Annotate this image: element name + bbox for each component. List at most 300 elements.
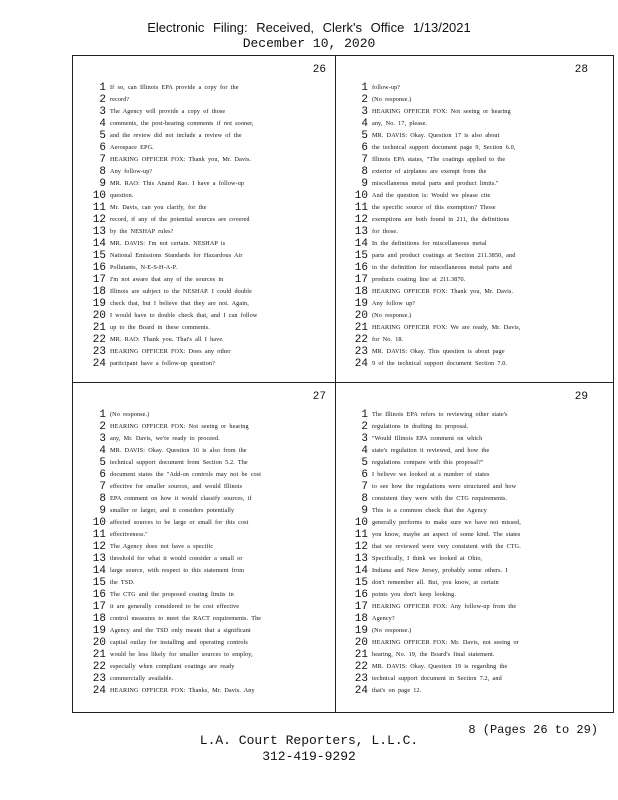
- line-number: 1: [361, 409, 368, 421]
- transcript-line: [82, 649, 330, 661]
- line-text: HEARING OFFICER FOX: Does any other: [110, 348, 231, 355]
- transcript-line: [344, 166, 592, 178]
- transcript-line: [344, 601, 592, 613]
- transcript-line: [344, 661, 592, 673]
- transcript-page: [78, 387, 330, 705]
- line-number: 16: [92, 262, 106, 274]
- line-text: HEARING OFFICER FOX: Not seeing or hearing: [372, 108, 511, 115]
- line-text: don't remember all. But, you know, at certain: [372, 579, 499, 586]
- line-number: 23: [354, 673, 368, 685]
- line-number: 23: [354, 346, 368, 358]
- reporter-name: L.A. Court Reporters, L.L.C.: [199, 733, 419, 748]
- line-text: for those.: [372, 228, 398, 235]
- line-number: 8: [361, 493, 368, 505]
- transcript-line: [344, 130, 592, 142]
- transcript-line: [344, 142, 592, 154]
- line-text: I would have to double check that, and I can follow: [110, 312, 258, 319]
- transcript-line: [82, 493, 330, 505]
- transcript-line: [82, 298, 330, 310]
- line-text: MR. DAVIS: Okay. Question 19 is regarding the: [372, 663, 508, 670]
- line-number: 20: [92, 310, 106, 322]
- transcript-line: [82, 310, 330, 322]
- line-text: The Agency does not have a specific: [110, 543, 214, 550]
- line-text: Agency and the TSD only meant that a significant: [110, 627, 251, 634]
- line-text: HEARING OFFICER FOX: Thanks, Mr. Davis. Any: [110, 687, 255, 694]
- line-number: 15: [92, 250, 106, 262]
- horizontal-divider: [73, 382, 613, 383]
- transcript-line: [82, 286, 330, 298]
- transcript-line: [82, 178, 330, 190]
- line-number: 21: [354, 649, 368, 661]
- line-text: consistent they were with the CTG requirements.: [372, 495, 508, 502]
- line-text: that's on page 12.: [372, 687, 422, 694]
- line-text: check that, but I believe that they are not. Again,: [110, 300, 249, 307]
- line-text: National Emissions Standards for Hazardous Air: [110, 252, 243, 259]
- line-text: And the question is: Would we please cite: [372, 192, 491, 199]
- transcript-line: [344, 613, 592, 625]
- transcript-line: [344, 541, 592, 553]
- line-number: 5: [361, 457, 368, 469]
- page-number: 29: [574, 391, 588, 403]
- line-text: MR. RAO: Thank you. That's all I have.: [110, 336, 224, 343]
- transcript-line: [344, 529, 592, 541]
- line-text: the specific source of this exemption? Those: [372, 204, 496, 211]
- line-text: would be less likely for smaller sources to employ,: [110, 651, 253, 658]
- transcript-line: [82, 190, 330, 202]
- transcript-line: [344, 214, 592, 226]
- transcript-line: [344, 238, 592, 250]
- line-text: MR. DAVIS: Okay. Question 16 is also from the: [110, 447, 247, 454]
- line-text: Any follow-up?: [110, 168, 153, 175]
- transcript-line: [82, 445, 330, 457]
- transcript-page: [340, 60, 592, 378]
- line-text: (No response.): [372, 96, 412, 103]
- transcript-line: [344, 673, 592, 685]
- line-number: 12: [354, 541, 368, 553]
- line-text: it are generally considered to be cost effective: [110, 603, 240, 610]
- line-number: 15: [354, 250, 368, 262]
- line-text: "Would Illinois EPA comment on which: [372, 435, 483, 442]
- line-text: 9 of the technical support document Section 7.0.: [372, 360, 508, 367]
- line-text: any, Mr. Davis, we're ready to proceed.: [110, 435, 220, 442]
- line-number: 16: [92, 589, 106, 601]
- line-number: 22: [354, 661, 368, 673]
- line-number: 23: [92, 346, 106, 358]
- transcript-line: [82, 142, 330, 154]
- transcript-line: [344, 82, 592, 94]
- line-number: 1: [99, 409, 106, 421]
- transcript-line: [82, 577, 330, 589]
- line-number: 22: [92, 661, 106, 673]
- line-number: 17: [354, 601, 368, 613]
- transcript-lines: [344, 82, 592, 370]
- line-number: 12: [92, 214, 106, 226]
- transcript-line: [82, 214, 330, 226]
- transcript-line: [82, 262, 330, 274]
- transcript-line: [344, 409, 592, 421]
- transcript-line: [82, 82, 330, 94]
- transcript-line: [82, 589, 330, 601]
- line-text: commercially available.: [110, 675, 174, 682]
- transcript-line: [344, 505, 592, 517]
- transcript-line: [82, 421, 330, 433]
- line-text: document states the "Add-on controls may not be cost: [110, 471, 262, 478]
- transcript-line: [344, 250, 592, 262]
- line-number: 17: [92, 274, 106, 286]
- line-text: technical support document from Section 5.2. The: [110, 459, 248, 466]
- line-number: 2: [99, 421, 106, 433]
- line-text: regulations in drafting its proposal.: [372, 423, 469, 430]
- filing-stamp: Electronic Filing: Received, Clerk's Office 1/13/2021: [147, 20, 471, 35]
- line-text: state's regulation it reviewed, and how the: [372, 447, 490, 454]
- line-text: exemptions are both found in 211, the definitions: [372, 216, 510, 223]
- transcript-line: [344, 589, 592, 601]
- transcript-line: [82, 274, 330, 286]
- line-text: the technical support document page 9, Section 6.0,: [372, 144, 516, 151]
- line-number: 16: [354, 589, 368, 601]
- line-text: (No response.): [372, 312, 412, 319]
- transcript-line: [344, 190, 592, 202]
- line-text: Indiana and New Jersey, probably some others. I: [372, 567, 508, 574]
- line-text: and the review did not include a review of the: [110, 132, 242, 139]
- line-text: especially when compliant coatings are ready: [110, 663, 235, 670]
- line-number: 7: [99, 154, 106, 166]
- line-text: by the NESHAP rules?: [110, 228, 174, 235]
- line-number: 11: [92, 529, 106, 541]
- line-text: to see how the regulations were structured and how: [372, 483, 517, 490]
- transcript-line: [82, 238, 330, 250]
- line-text: I'm not aware that any of the sources in: [110, 276, 224, 283]
- line-text: effective for smaller sources, and would Illinois: [110, 483, 243, 490]
- line-number: 7: [361, 481, 368, 493]
- line-text: MR. RAO: This Anand Rao. I have a follow-up: [110, 180, 245, 187]
- transcript-line: [344, 310, 592, 322]
- line-number: 22: [354, 334, 368, 346]
- line-number: 11: [354, 529, 368, 541]
- transcript-line: [82, 409, 330, 421]
- line-number: 3: [99, 433, 106, 445]
- transcript-page: [78, 60, 330, 378]
- line-text: record?: [110, 96, 130, 103]
- line-number: 9: [361, 505, 368, 517]
- line-number: 6: [361, 469, 368, 481]
- line-number: 15: [92, 577, 106, 589]
- line-text: MR. DAVIS: Okay. Question 17 is also about: [372, 132, 500, 139]
- transcript-line: [344, 625, 592, 637]
- transcript-grid: [72, 55, 614, 713]
- line-text: miscellaneous metal parts and product limits.": [372, 180, 499, 187]
- line-number: 10: [92, 190, 106, 202]
- transcript-lines: [82, 409, 330, 697]
- transcript-line: [344, 334, 592, 346]
- line-text: in the definition for miscellaneous metal parts and: [372, 264, 512, 271]
- line-number: 17: [92, 601, 106, 613]
- line-number: 13: [92, 553, 106, 565]
- line-text: HEARING OFFICER FOX: Thank you, Mr. Davis.: [110, 156, 252, 163]
- line-text: MR. DAVIS: Okay. This question is about page: [372, 348, 505, 355]
- line-text: HEARING OFFICER FOX: We are ready, Mr. Davis,: [372, 324, 521, 331]
- line-number: 8: [99, 166, 106, 178]
- line-text: If so, can Illinois EPA provide a copy for the: [110, 84, 239, 91]
- line-text: MR. DAVIS: I'm not certain. NESHAP is: [110, 240, 226, 247]
- transcript-line: [82, 673, 330, 685]
- line-text: The Agency will provide a copy of those: [110, 108, 226, 115]
- line-number: 3: [99, 106, 106, 118]
- line-number: 18: [354, 613, 368, 625]
- transcript-line: [82, 346, 330, 358]
- line-text: (No response.): [110, 411, 150, 418]
- transcript-lines: [82, 82, 330, 370]
- line-number: 21: [354, 322, 368, 334]
- transcript-line: [344, 685, 592, 697]
- line-number: 14: [92, 238, 106, 250]
- line-text: HEARING OFFICER FOX: Mr. Davis, not seeing or: [372, 639, 519, 646]
- line-text: EPA comment on how it would classify sources, if: [110, 495, 252, 502]
- transcript-line: [344, 262, 592, 274]
- line-text: Agency?: [372, 615, 395, 622]
- transcript-line: [82, 553, 330, 565]
- transcript-line: [82, 481, 330, 493]
- transcript-line: [82, 565, 330, 577]
- line-number: 3: [361, 433, 368, 445]
- line-text: smaller or larger, and it considers potentially: [110, 507, 235, 514]
- line-number: 13: [354, 226, 368, 238]
- transcript-line: [344, 553, 592, 565]
- line-text: (No response.): [372, 627, 412, 634]
- transcript-line: [344, 286, 592, 298]
- line-number: 8: [361, 166, 368, 178]
- line-number: 10: [354, 190, 368, 202]
- line-text: up to the Board in these comments.: [110, 324, 210, 331]
- line-number: 7: [99, 481, 106, 493]
- line-number: 23: [92, 673, 106, 685]
- transcript-line: [82, 202, 330, 214]
- transcript-line: [82, 505, 330, 517]
- line-number: 11: [354, 202, 368, 214]
- line-text: Mr. Davis, can you clarify, for the: [110, 204, 207, 211]
- transcript-line: [82, 661, 330, 673]
- transcript-line: [344, 445, 592, 457]
- line-number: 6: [361, 142, 368, 154]
- line-number: 4: [361, 445, 368, 457]
- transcript-line: [82, 154, 330, 166]
- line-text: threshold for what it would consider a small or: [110, 555, 243, 562]
- reporter-phone: 312-419-9292: [262, 749, 356, 764]
- line-text: HEARING OFFICER FOX: Any follow-up from the: [372, 603, 517, 610]
- transcript-line: [82, 625, 330, 637]
- line-number: 19: [92, 625, 106, 637]
- page-number: 26: [312, 64, 326, 76]
- transcript-page: [340, 387, 592, 705]
- line-number: 22: [92, 334, 106, 346]
- line-number: 12: [92, 541, 106, 553]
- line-number: 20: [354, 310, 368, 322]
- transcript-line: [82, 613, 330, 625]
- line-text: generally performs to make sure we have not missed,: [372, 519, 521, 526]
- line-number: 13: [354, 553, 368, 565]
- line-text: The CTG and the proposed coating limits in: [110, 591, 234, 598]
- hearing-date: December 10, 2020: [242, 36, 376, 51]
- transcript-line: [82, 469, 330, 481]
- line-number: 17: [354, 274, 368, 286]
- line-text: the TSD.: [110, 579, 135, 586]
- transcript-line: [82, 637, 330, 649]
- transcript-line: [82, 517, 330, 529]
- transcript-line: [82, 94, 330, 106]
- line-text: effectiveness.": [110, 531, 148, 538]
- line-text: record, if any of the potential sources are covered: [110, 216, 250, 223]
- line-number: 20: [92, 637, 106, 649]
- line-text: Aerospace EPG.: [110, 144, 154, 151]
- transcript-line: [344, 577, 592, 589]
- line-text: participant have a follow-up question?: [110, 360, 215, 367]
- line-text: for No. 18.: [372, 336, 404, 343]
- line-number: 8: [99, 493, 106, 505]
- line-text: you know, maybe an aspect of some kind. The states: [372, 531, 521, 538]
- transcript-line: [82, 334, 330, 346]
- transcript-line: [344, 565, 592, 577]
- transcript-line: [82, 106, 330, 118]
- transcript-line: [82, 250, 330, 262]
- line-text: In the definitions for miscellaneous metal: [372, 240, 487, 247]
- line-number: 16: [354, 262, 368, 274]
- line-text: Illinois are subject to the NESHAP. I could double: [110, 288, 252, 295]
- transcript-line: [82, 685, 330, 697]
- transcript-line: [344, 358, 592, 370]
- line-number: 9: [361, 178, 368, 190]
- transcript-lines: [344, 409, 592, 697]
- line-text: any, No. 17, please.: [372, 120, 428, 127]
- transcript-line: [344, 346, 592, 358]
- line-number: 19: [354, 298, 368, 310]
- line-number: 4: [99, 118, 106, 130]
- page-number: 27: [312, 391, 326, 403]
- line-number: 4: [361, 118, 368, 130]
- transcript-line: [344, 433, 592, 445]
- line-text: follow-up?: [372, 84, 401, 91]
- transcript-line: [344, 457, 592, 469]
- line-number: 7: [361, 154, 368, 166]
- transcript-line: [82, 130, 330, 142]
- line-text: Specifically, I think we looked at Ohio,: [372, 555, 483, 562]
- transcript-line: [82, 433, 330, 445]
- transcript-line: [82, 118, 330, 130]
- transcript-line: [82, 358, 330, 370]
- line-number: 21: [92, 649, 106, 661]
- line-text: hearing, No. 19, the Board's final statement.: [372, 651, 495, 658]
- line-number: 10: [92, 517, 106, 529]
- vertical-divider: [335, 56, 336, 712]
- transcript-line: [82, 529, 330, 541]
- transcript-line: [82, 226, 330, 238]
- line-text: HEARING OFFICER FOX: Not seeing or hearing: [110, 423, 249, 430]
- transcript-line: [344, 298, 592, 310]
- transcript-line: [344, 322, 592, 334]
- transcript-line: [344, 226, 592, 238]
- line-text: regulations compare with this proposal?": [372, 459, 484, 466]
- transcript-line: [344, 493, 592, 505]
- line-number: 6: [99, 469, 106, 481]
- line-text: affected sources to be large or small for this cost: [110, 519, 249, 526]
- transcript-line: [344, 649, 592, 661]
- line-text: control measures to meet the RACT requirements. The: [110, 615, 262, 622]
- line-number: 9: [99, 505, 106, 517]
- line-number: 4: [99, 445, 106, 457]
- line-text: points you don't keep looking.: [372, 591, 456, 598]
- line-text: question.: [110, 192, 134, 199]
- line-text: products coating line at 211.3870.: [372, 276, 466, 283]
- line-number: 21: [92, 322, 106, 334]
- line-number: 14: [354, 565, 368, 577]
- line-number: 19: [92, 298, 106, 310]
- transcript-line: [82, 601, 330, 613]
- line-number: 14: [354, 238, 368, 250]
- line-text: capital outlay for installing and operating controls: [110, 639, 248, 646]
- line-text: large source, with respect to this statement from: [110, 567, 245, 574]
- line-number: 2: [99, 94, 106, 106]
- transcript-line: [82, 541, 330, 553]
- line-number: 5: [99, 130, 106, 142]
- line-number: 11: [92, 202, 106, 214]
- line-number: 3: [361, 106, 368, 118]
- transcript-line: [82, 166, 330, 178]
- line-number: 5: [361, 130, 368, 142]
- transcript-line: [344, 481, 592, 493]
- line-number: 2: [361, 421, 368, 433]
- transcript-line: [344, 94, 592, 106]
- line-number: 13: [92, 226, 106, 238]
- line-text: Pollutants, N-E-S-H-A-P.: [110, 264, 177, 271]
- transcript-line: [344, 202, 592, 214]
- line-text: This is a common check that the Agency: [372, 507, 487, 514]
- line-text: I believe we looked at a number of states: [372, 471, 490, 478]
- line-text: Illinois EPA states, "The coatings applied to the: [372, 156, 506, 163]
- line-number: 19: [354, 625, 368, 637]
- line-number: 24: [92, 358, 106, 370]
- line-text: comments, the post-hearing comments if not sooner,: [110, 120, 254, 127]
- transcript-line: [82, 457, 330, 469]
- transcript-line: [344, 421, 592, 433]
- page-range: 8 (Pages 26 to 29): [468, 723, 598, 737]
- line-number: 20: [354, 637, 368, 649]
- transcript-line: [344, 154, 592, 166]
- line-number: 2: [361, 94, 368, 106]
- transcript-line: [344, 178, 592, 190]
- line-number: 1: [99, 82, 106, 94]
- line-number: 15: [354, 577, 368, 589]
- transcript-line: [344, 106, 592, 118]
- transcript-line: [344, 517, 592, 529]
- transcript-line: [344, 274, 592, 286]
- line-text: technical support document in Section 7.2, and: [372, 675, 502, 682]
- line-number: 12: [354, 214, 368, 226]
- line-number: 24: [354, 358, 368, 370]
- transcript-line: [344, 469, 592, 481]
- line-number: 1: [361, 82, 368, 94]
- line-text: exterior of airplanes are exempt from the: [372, 168, 487, 175]
- line-number: 14: [92, 565, 106, 577]
- line-text: parts and product coatings at Section 211.3850, and: [372, 252, 516, 259]
- transcript-line: [82, 322, 330, 334]
- line-text: The Illinois EPA refers to reviewing other state's: [372, 411, 508, 418]
- line-number: 9: [99, 178, 106, 190]
- line-number: 24: [92, 685, 106, 697]
- transcript-line: [344, 637, 592, 649]
- line-number: 18: [92, 613, 106, 625]
- line-text: that we reviewed were very consistent with the CTG.: [372, 543, 521, 550]
- line-number: 24: [354, 685, 368, 697]
- line-text: HEARING OFFICER FOX: Thank you, Mr. Davis.: [372, 288, 514, 295]
